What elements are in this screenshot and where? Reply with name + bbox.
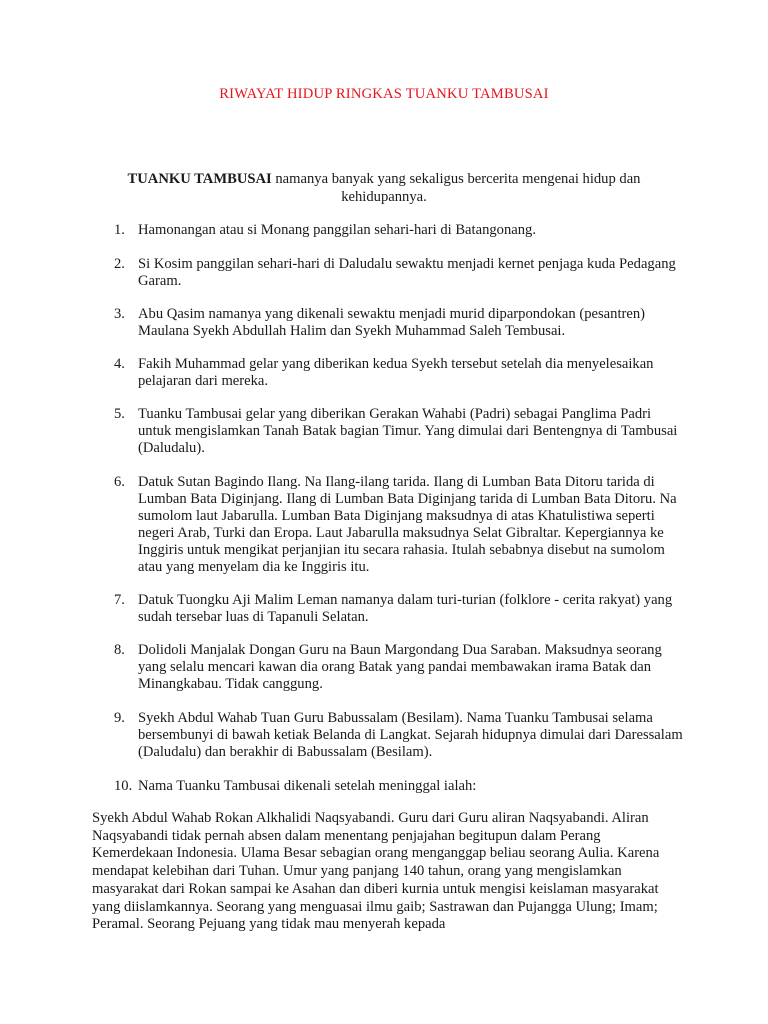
list-item-text: Fakih Muhammad gelar yang diberikan kedua Syekh tersebut setelah dia menyelesaikan pelajaran dari mereka. (138, 356, 654, 389)
list-item-1 (114, 222, 684, 239)
list-item-10 (114, 778, 684, 795)
list-item-number: 3. (114, 306, 125, 322)
list-item-text: Nama Tuanku Tambusai dikenali setelah meninggal ialah: (138, 778, 477, 794)
page-title: RIWAYAT HIDUP RINGKAS TUANKU TAMBUSAI (219, 86, 549, 102)
closing-paragraph: Syekh Abdul Wahab Rokan Alkhalidi Naqsyabandi. Guru dari Guru aliran Naqsyabandi. Aliran Naqsyabandi tidak pernah absen dalam menentang penjajahan begitupun dalam Perang Kemerdekaan Indonesia. Ulama Besar sebagian orang menganggap beliau seorang Aulia. Karena mendapat kelebihan dari Tuhan. Umur yang panjang 140 tahun, orang yang mengislamkan masyarakat dari Rokan sampai ke Asahan dan diberi kurnia untuk mengisi keislaman masyarakat yang diislamkannya. Seorang yang menguasai ilmu gaib; Sastrawan dan Pujangga Ulung; Imam; Peramal. Seorang Pejuang yang tidak mau menyerah kepada (92, 810, 660, 933)
list-item-9 (114, 710, 684, 761)
list-item-5 (114, 406, 684, 457)
list-item-number: 6. (114, 474, 125, 490)
list-item-number: 5. (114, 406, 125, 422)
list-item-number: 1. (114, 222, 125, 238)
list-item-text: Tuanku Tambusai gelar yang diberikan Gerakan Wahabi (Padri) sebagai Panglima Padri untuk mengislamkan Tanah Batak bagian Timur. Yang dimulai dari Bentengnya di Tambusai (Daludalu). (138, 406, 678, 456)
intro-bold-name: TUANKU TAMBUSAI (127, 171, 272, 187)
list-item-3 (114, 306, 684, 340)
list-item-number: 4. (114, 356, 125, 372)
list-item-7 (114, 592, 684, 626)
intro-text: namanya banyak yang sekaligus bercerita mengenai hidup dan kehidupannya. (271, 171, 641, 205)
list-item-number: 7. (114, 592, 125, 608)
list-item-4 (114, 356, 684, 390)
list-item-text: Datuk Tuongku Aji Malim Leman namanya dalam turi-turian (folklore - cerita rakyat) yang sudah tersebar luas di Tapanuli Selatan. (138, 592, 673, 625)
list-item-number: 9. (114, 710, 125, 726)
intro-paragraph (110, 170, 658, 206)
list-item-6 (114, 474, 684, 576)
list-item-number: 10. (114, 778, 133, 794)
list-item-number: 8. (114, 642, 125, 658)
list-item-text: Datuk Sutan Bagindo Ilang. Na Ilang-ilang tarida. Ilang di Lumban Bata Ditoru tarida di Lumban Bata Diginjang. Ilang di Lumban Bata Diginjang tarida di Lumban Bata Ditoru. Na sumolom laut Jabarulla. Lumban Bata Diginjang maksudnya di atas Khatulistiwa seperti negeri Arab, Turki dan Eropa. Laut Jabarulla maksudnya Selat Gibraltar. Kepergiannya ke Inggiris untuk mengikat perjanjian itu secara rahasia. Itulah sebabnya disebut na sumolom atau yang menyelam dia ke Inggiris itu. (138, 474, 677, 575)
list-item-text: Abu Qasim namanya yang dikenali sewaktu menjadi murid diparpondokan (pesantren) Maulana Syekh Abdullah Halim dan Syekh Muhammad Saleh Tembusai. (138, 306, 645, 339)
list-item-8 (114, 642, 684, 693)
list-item-number: 2. (114, 256, 125, 272)
list-item-text: Syekh Abdul Wahab Tuan Guru Babussalam (Besilam). Nama Tuanku Tambusai selama bersembunyi di bawah ketiak Belanda di Langkat. Sejarah hidupnya dimulai dari Daressalam (Daludalu) dan berakhir di Babussalam (Besilam). (138, 710, 683, 760)
list-item-2 (114, 256, 684, 290)
list-item-text: Hamonangan atau si Monang panggilan sehari-hari di Batangonang. (138, 222, 536, 238)
list-item-text: Si Kosim panggilan sehari-hari di Daludalu sewaktu menjadi kernet penjaga kuda Pedagang Garam. (138, 256, 676, 289)
list-item-text: Dolidoli Manjalak Dongan Guru na Baun Margondang Dua Saraban. Maksudnya seorang yang selalu mencari kawan dia orang Batak yang pandai membawakan irama Batak dan Minangkabau. Tidak canggung. (138, 642, 662, 692)
